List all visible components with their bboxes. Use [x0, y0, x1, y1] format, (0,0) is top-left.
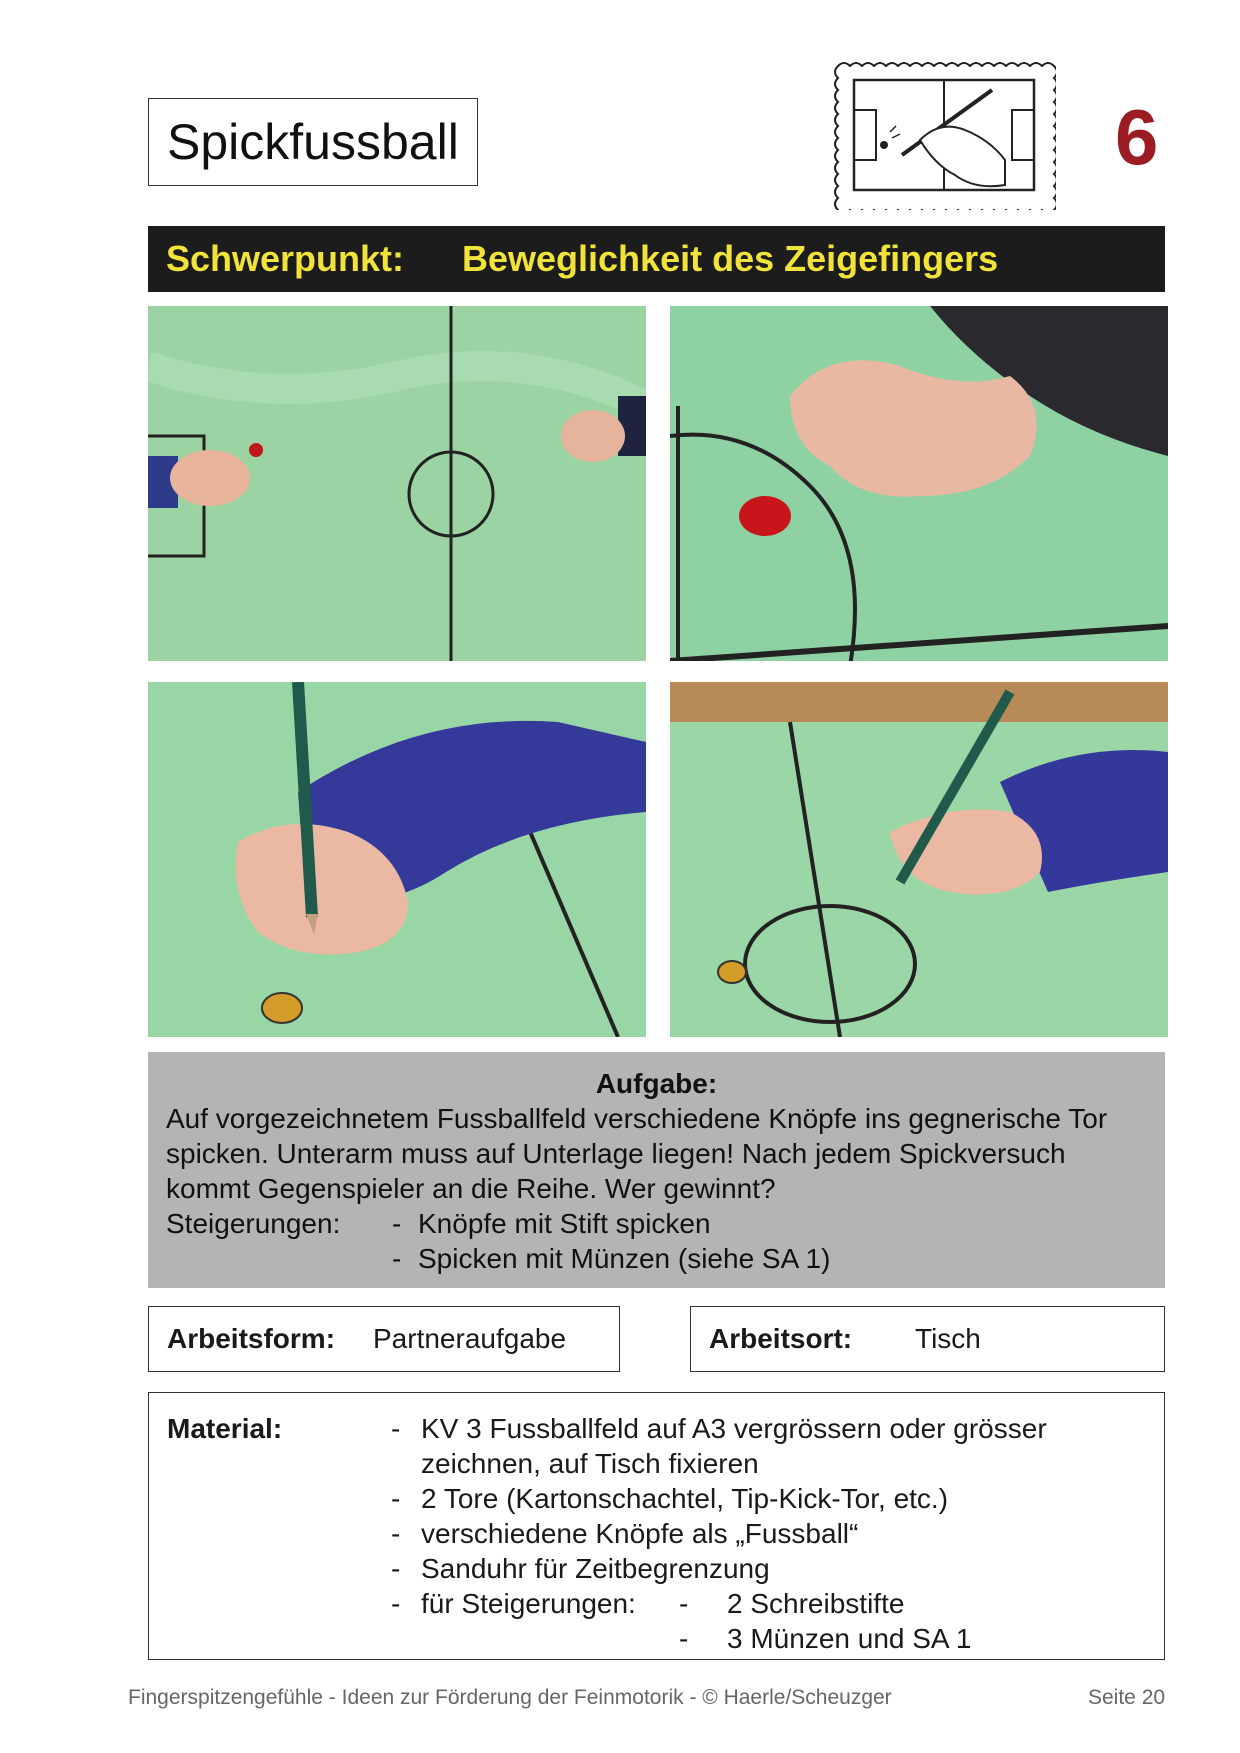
task-line: kommt Gegenspieler an die Reihe. Wer gewinnt?	[166, 1173, 776, 1204]
task-line: spicken. Unterarm muss auf Unterlage liegen! Nach jedem Spickversuch	[166, 1138, 1066, 1169]
page-title-box	[148, 98, 478, 186]
material-row	[167, 1411, 1146, 1446]
steigerungen-label: Steigerungen:	[166, 1208, 341, 1239]
task-line: Auf vorgezeichnetem Fussballfeld verschiedene Knöpfe ins gegnerische Tor	[166, 1103, 1108, 1134]
bullet-dash: -	[392, 1208, 402, 1239]
material-item: zeichnen, auf Tisch fixieren	[421, 1448, 759, 1479]
steigerung-row	[166, 1241, 1147, 1276]
steigerung-item: Spicken mit Münzen (siehe SA 1)	[418, 1243, 831, 1274]
material-row	[167, 1551, 1146, 1586]
arbeitsort-label: Arbeitsort:	[709, 1323, 853, 1354]
task-box	[148, 1052, 1165, 1288]
bullet-dash: -	[391, 1518, 401, 1549]
steigerung-row	[166, 1206, 1147, 1241]
arbeitsort-value: Tisch	[915, 1323, 981, 1354]
bullet-dash: -	[391, 1413, 401, 1444]
focus-value: Beweglichkeit des Zeigefingers	[462, 238, 999, 279]
bullet-dash: -	[391, 1553, 401, 1584]
page-title: Spickfussball	[167, 114, 459, 170]
material-item: KV 3 Fussballfeld auf A3 vergrössern oder grösser	[421, 1413, 1047, 1444]
material-sub-item: 3 Münzen und SA 1	[727, 1623, 972, 1654]
focus-bar	[148, 226, 1165, 292]
arbeitsform-box	[148, 1306, 620, 1372]
material-row	[167, 1481, 1146, 1516]
photo-center-circle	[670, 682, 1168, 1037]
bullet-dash: -	[391, 1588, 401, 1619]
arbeitsform-label: Arbeitsform:	[167, 1323, 336, 1354]
material-label: Material:	[167, 1413, 283, 1444]
photo-button-closeup	[670, 306, 1168, 661]
material-row	[167, 1516, 1146, 1551]
material-box	[148, 1392, 1165, 1660]
photo-field-overview	[148, 306, 646, 661]
material-item: Sanduhr für Zeitbegrenzung	[421, 1553, 770, 1584]
material-row	[167, 1621, 1146, 1656]
material-sub-item: 2 Schreibstifte	[727, 1588, 905, 1619]
steigerung-item: Knöpfe mit Stift spicken	[418, 1208, 711, 1239]
bullet-dash: -	[391, 1483, 401, 1514]
focus-label: Schwerpunkt:	[166, 238, 405, 279]
material-item: für Steigerungen:	[421, 1588, 636, 1619]
card-number: 6	[1115, 93, 1159, 181]
task-heading: Aufgabe:	[595, 1068, 718, 1099]
arbeitsform-value: Partneraufgabe	[373, 1323, 567, 1354]
bullet-dash: -	[392, 1243, 402, 1274]
bullet-dash: -	[679, 1623, 689, 1654]
material-row	[167, 1586, 1146, 1621]
material-item: verschiedene Knöpfe als „Fussball“	[421, 1518, 859, 1549]
material-row	[167, 1446, 1146, 1481]
material-item: 2 Tore (Kartonschachtel, Tip-Kick-Tor, etc.)	[421, 1483, 949, 1514]
page-number: Seite 20	[1088, 1686, 1166, 1709]
footer-credit: Fingerspitzengefühle - Ideen zur Förderung der Feinmotorik - © Haerle/Scheuzger	[128, 1686, 892, 1709]
arbeitsort-box	[690, 1306, 1165, 1372]
photo-pencil-flick	[148, 682, 646, 1037]
stamp-illustration	[832, 60, 1056, 210]
bullet-dash: -	[679, 1588, 689, 1619]
